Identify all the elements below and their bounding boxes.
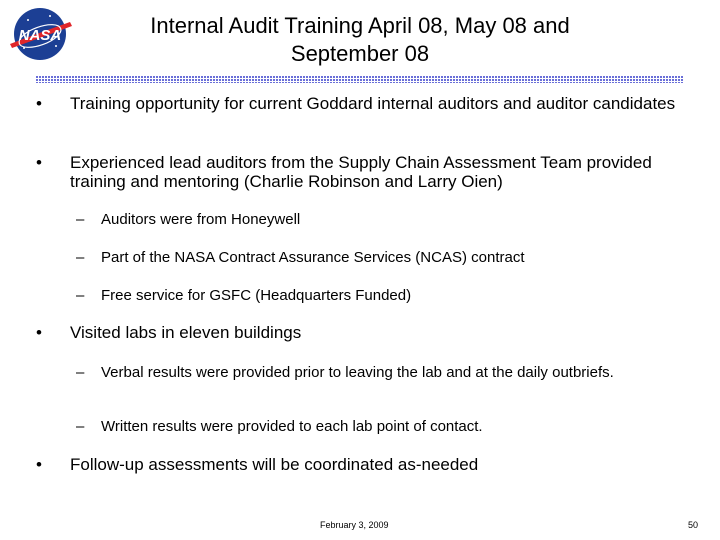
sub-bullet-item xyxy=(76,418,686,435)
sub-bullet-text: Part of the NASA Contract Assurance Services (NCAS) contract xyxy=(101,249,525,266)
logo-text: NASA xyxy=(18,27,62,44)
title-line-2: September 08 xyxy=(290,41,430,66)
bullet-marker: • xyxy=(36,323,42,342)
page-number: 50 xyxy=(688,520,699,530)
bullet-marker: • xyxy=(36,94,42,113)
slide-title xyxy=(100,12,620,68)
sub-bullet-marker: – xyxy=(76,211,85,228)
title-line-1: Internal Audit Training April 08, May 08 and xyxy=(150,13,570,38)
sub-bullet-marker: – xyxy=(76,287,85,304)
bullet-item xyxy=(36,323,696,342)
bullet-marker: • xyxy=(36,455,42,474)
sub-bullet-marker: – xyxy=(76,364,85,381)
bullet-text: Training opportunity for current Goddard internal auditors and auditor candidates xyxy=(70,94,676,113)
bullet-item xyxy=(36,455,696,474)
bullet-item xyxy=(36,153,696,191)
sub-bullet-text: Free service for GSFC (Headquarters Funded) xyxy=(101,287,412,304)
sub-bullet-text: Auditors were from Honeywell xyxy=(101,211,301,228)
sub-bullet-item xyxy=(76,364,686,381)
bullet-text: Follow-up assessments will be coordinated as-needed xyxy=(70,455,479,474)
bullet-item xyxy=(36,94,696,113)
footer-date: February 3, 2009 xyxy=(320,520,389,530)
sub-bullet-item xyxy=(76,249,686,266)
sub-bullet-text: Verbal results were provided prior to leaving the lab and at the daily outbriefs. xyxy=(101,364,614,381)
sub-bullet-text: Written results were provided to each lab point of contact. xyxy=(101,418,483,435)
sub-bullet-marker: – xyxy=(76,249,85,266)
sub-bullet-marker: – xyxy=(76,418,85,435)
bullet-text: Experienced lead auditors from the Supply Chain Assessment Team provided training and mentoring (Charlie Robinson and Larry Oien) xyxy=(70,153,652,191)
title-divider xyxy=(36,76,684,84)
bullet-marker: • xyxy=(36,153,42,172)
sub-bullet-item xyxy=(76,287,686,304)
nasa-logo xyxy=(6,4,74,64)
bullet-text: Visited labs in eleven buildings xyxy=(70,323,302,342)
sub-bullet-item xyxy=(76,211,686,228)
